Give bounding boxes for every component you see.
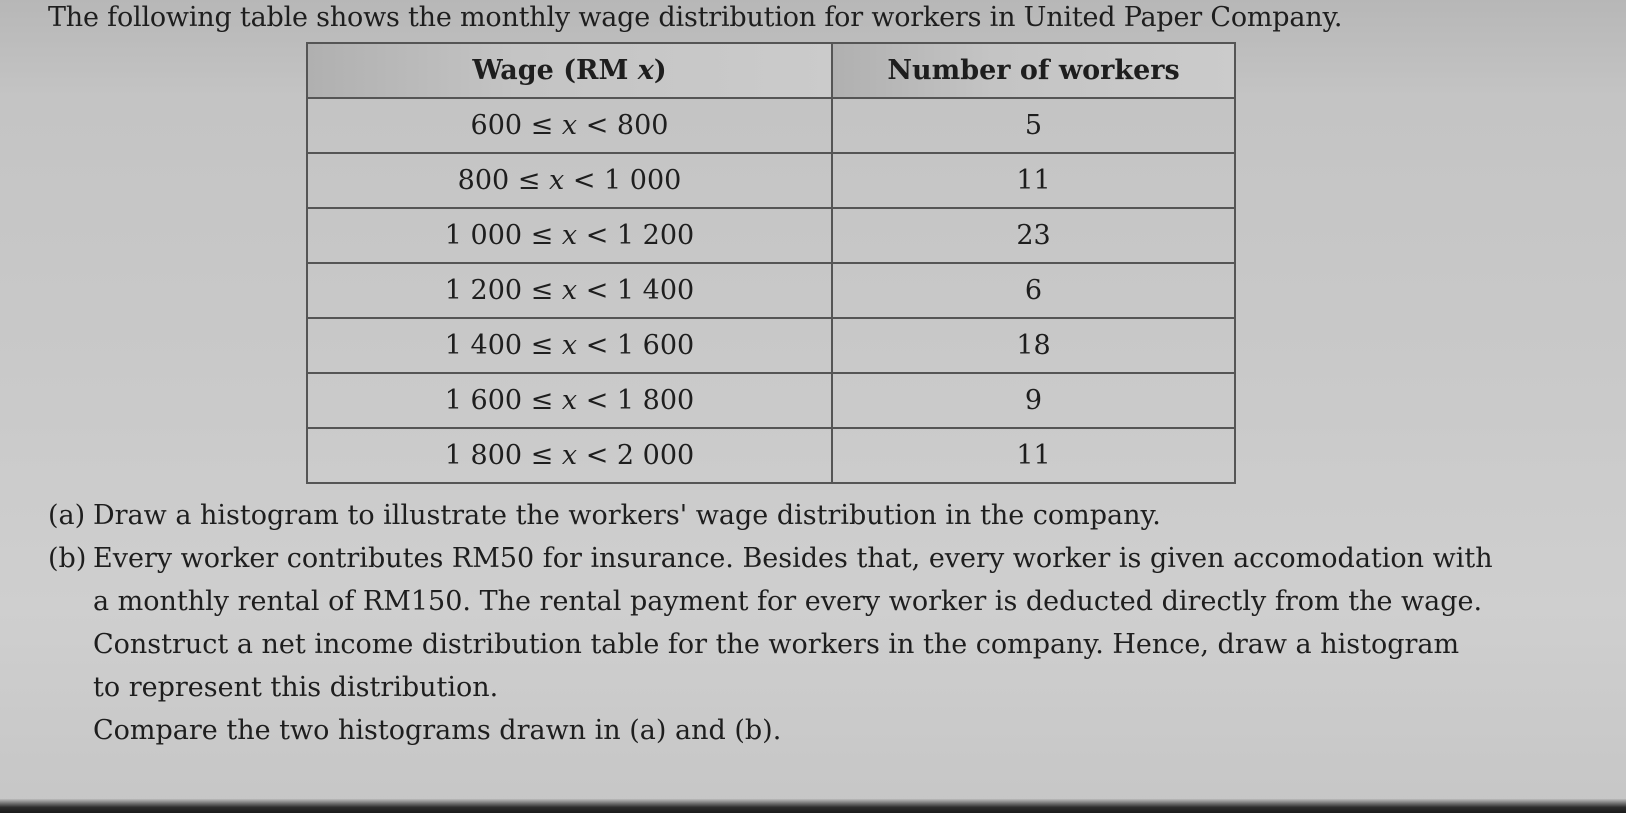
question-b-line-1: Every worker contributes RM50 for insurance. Besides that, every worker is given accomodation with: [93, 543, 1493, 574]
wage-cell: 1 000 ≤ x < 1 200: [307, 208, 832, 263]
workers-cell: 11: [832, 428, 1235, 483]
workers-cell: 6: [832, 263, 1235, 318]
question-b-tag: (b): [48, 543, 87, 574]
question-a-text: Draw a histogram to illustrate the workers' wage distribution in the company.: [93, 500, 1161, 531]
question-a: [48, 494, 1608, 537]
workers-cell: 23: [832, 208, 1235, 263]
wage-table-container: [306, 42, 1234, 484]
table-row: [307, 208, 1235, 263]
question-b-line-3: Construct a net income distribution table for the workers in the company. Hence, draw a histogram: [93, 629, 1460, 660]
wage-distribution-table: [306, 42, 1236, 484]
table-row: [307, 153, 1235, 208]
workers-cell: 18: [832, 318, 1235, 373]
questions-section: [48, 494, 1608, 752]
workers-column-header: Number of workers: [832, 43, 1235, 98]
wage-cell: 1 600 ≤ x < 1 800: [307, 373, 832, 428]
table-row: [307, 318, 1235, 373]
table-row: [307, 263, 1235, 318]
question-a-tag: (a): [48, 500, 86, 531]
workers-cell: 9: [832, 373, 1235, 428]
wage-cell: 1 800 ≤ x < 2 000: [307, 428, 832, 483]
intro-text: The following table shows the monthly wage distribution for workers in United Paper Company.: [48, 2, 1343, 33]
table-row: [307, 428, 1235, 483]
wage-cell: 1 200 ≤ x < 1 400: [307, 263, 832, 318]
wage-cell: 1 400 ≤ x < 1 600: [307, 318, 832, 373]
table-row: [307, 98, 1235, 153]
table-row: [307, 373, 1235, 428]
wage-cell: 800 ≤ x < 1 000: [307, 153, 832, 208]
page-edge-shadow: [0, 799, 1626, 813]
question-b-line-2: a monthly rental of RM150. The rental payment for every worker is deducted directly from the wage.: [93, 586, 1483, 617]
question-b-line-5: Compare the two histograms drawn in (a) and (b).: [93, 715, 782, 746]
wage-cell: 600 ≤ x < 800: [307, 98, 832, 153]
workers-cell: 5: [832, 98, 1235, 153]
question-b: [48, 537, 1608, 580]
wage-column-header: Wage (RM x): [307, 43, 832, 98]
question-b-line-4: to represent this distribution.: [93, 672, 499, 703]
workers-cell: 11: [832, 153, 1235, 208]
table-header-row: [307, 43, 1235, 98]
